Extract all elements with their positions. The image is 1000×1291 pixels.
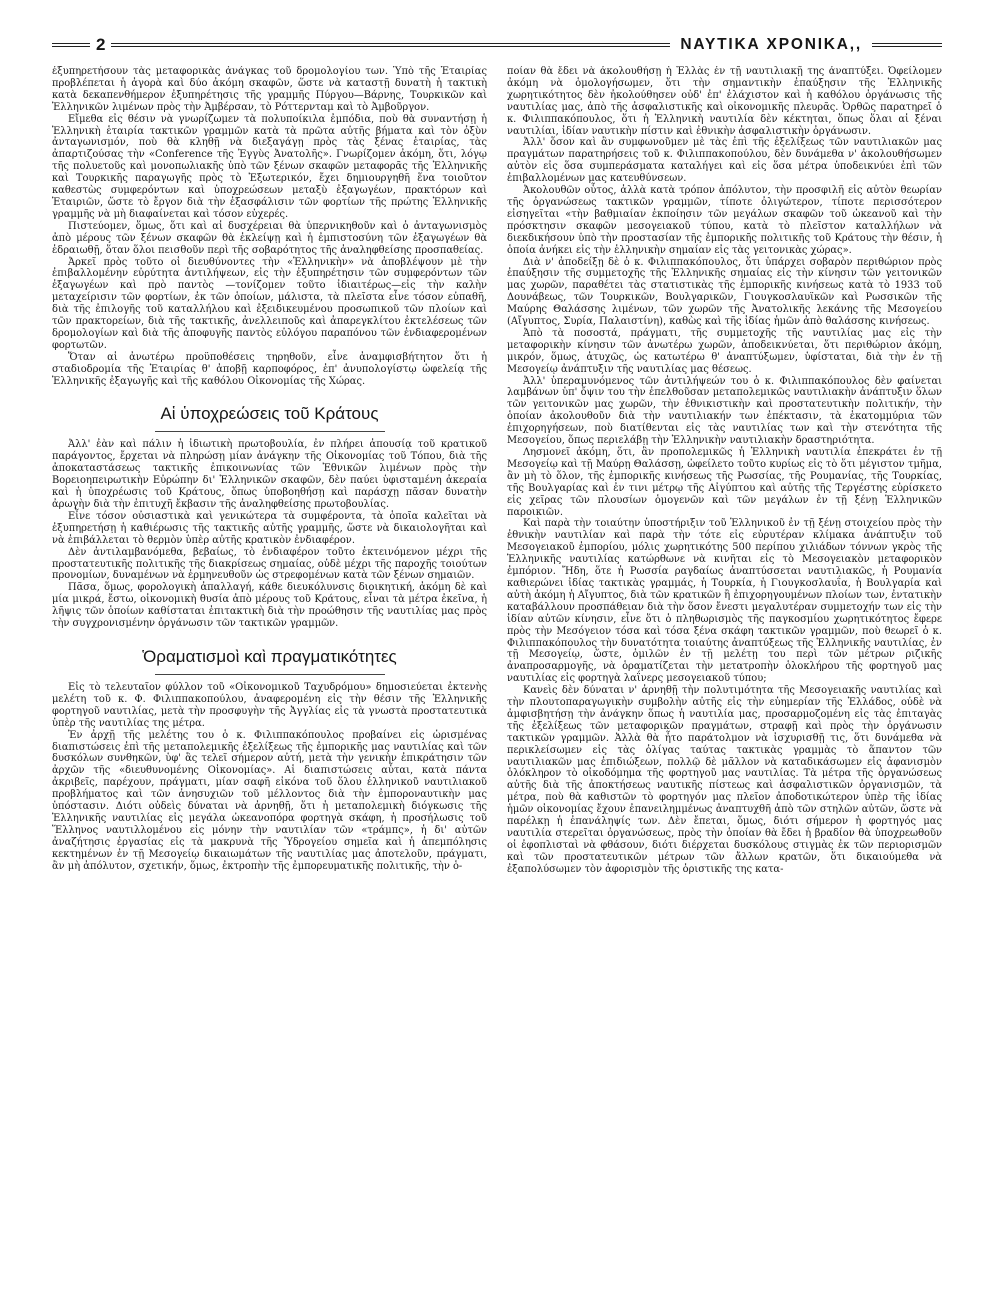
article-paragraph: Εἶνε τόσον οὐσιαστικὰ καὶ γενικώτερα τὰ συμφέροντα, τὰ ὁποῖα καλεῖται νὰ ἐξυπηρετήσῃ ἡ καθιέρωσις τῆς τακτικῆς αὐτῆς γραμμῆς, ὥστε νὰ δικαιολογῆται καὶ νὰ ἐπιβάλλεται τὸ θερμὸν ὑπὲρ αὐτῆς κρατικὸν ἐνδιαφέρον. — [52, 510, 487, 546]
page-header — [52, 34, 942, 56]
left-column — [52, 66, 487, 1281]
article-paragraph: Δὲν ἀντιλαμβανόμεθα, βεβαίως, τὸ ἐνδιαφέρον τοῦτο ἐκτεινόμενον μέχρι τῆς προστατευτικῆς πολιτικῆς τῆς διακρίσεως σημαίας, οὐδὲ μέχρι τῆς παροχῆς τοιούτων προνομίων, δυναμένων νὰ ἑρμηνευθοῦν ὡς στρεφομένων κατὰ τῶν ξένων σημαιῶν. — [52, 546, 487, 582]
article-paragraph: Λησμονεῖ ἀκόμη, ὅτι, ἂν προπολεμικῶς ἡ Ἑλληνικὴ ναυτιλία ἐπεκράτει ἐν τῇ Μεσογείῳ καὶ τῇ Μαύρῃ Θαλάσσῃ, ὠφείλετο τοῦτο κυρίως εἰς τὸ ὅτι μέγιστον τμῆμα, ἂν μὴ τὸ ὅλον, τῆς ἐμπορικῆς κινήσεως τῆς Ρωσσίας, τῆς Ρουμανίας, τῆς Τουρκίας, τῆς Βουλγαρίας καὶ ἐν τινι μέτρῳ τῆς Αἰγύπτου καὶ αὐτῆς τῆς Τεργέστης εὑρίσκετο εἰς χεῖρας τῶν πλουσίων ὁμογενῶν καὶ τῶν μεγάλων ἐν τῇ ξένῃ Ἑλληνικῶν παροικιῶν. — [507, 447, 942, 518]
header-rule-left — [52, 43, 90, 47]
section-heading-rule — [155, 431, 385, 432]
article-paragraph: Ἀρκεῖ πρὸς τοῦτο οἱ διευθύνοντες τὴν «Ἑλληνικὴν» νὰ ἀποβλέψουν μὲ τὴν ἐπιβαλλομένην εὐρύτητα ἀντιλήψεων, εἰς τὴν ἐξυπηρέτησιν τῶν συμφερόντων τῶν ἐξαγωγέων καὶ πρὸ παντὸς —τονίζομεν τοῦτο ἰδιαιτέρως—εἰς τὴν καλὴν μεταχείρισιν τῶν φορτίων, ἐκ τῶν ὁποίων, μάλιστα, τὰ πλεῖστα εἶνε τόσον εὐπαθῆ, διὰ τῆς ἐπιλογῆς τοῦ καταλλήλου καὶ ἐξειδικευμένου προσωπικοῦ τῶν πλοίων καὶ τῶν πρακτορείων, διὰ τῆς τακτικῆς, ἀνελλειποῦς καὶ ἀπαρεγκλίτου ἐκτελέσεως τῶν δρομολογίων καὶ διὰ τῆς ἀποφυγῆς παντὸς εὐλόγου παραπόνου τῶν ἐνδιαφερομένων φορτωτῶν. — [52, 256, 487, 351]
article-paragraph: Πᾶσα, ὅμως, φορολογικὴ ἀπαλλαγή, κάθε διευκόλυνσις διοικητική, ἀκόμη δὲ καὶ μία μικρά, ἔστω, οἰκονομικὴ θυσία ἀπὸ μέρους τοῦ Κράτους, εἶναι τὰ μέτρα ἐκεῖνα, ἡ λῆψις τῶν ὁποίων καθίσταται ἐπιτακτικὴ διὰ τὴν προώθησιν τῆς ναυτιλίας μας πρὸς τὴν συγχρονισμένην ὀργάνωσιν τῶν τακτικῶν γραμμῶν. — [52, 582, 487, 630]
article-columns — [52, 66, 942, 1281]
journal-title: ΝΑΥΤΙΚΑ ΧΡΟΝΙΚΑ,, — [680, 36, 862, 53]
article-paragraph: Ἐν ἀρχῇ τῆς μελέτης του ὁ κ. Φιλιππακόπουλος προβαίνει εἰς ὡρισμένας διαπιστώσεις ἐπὶ τῆς μεταπολεμικῆς ἐξελίξεως τῆς ἐμπορικῆς μας ναυτιλίας καὶ τῶν δυσκόλων συνθηκῶν, ὑφ' ἃς τελεῖ σήμερον αὐτή, μετὰ τὴν γενικὴν ἐπικράτησιν τῶν ἀρχῶν τῆς «διευθυνομένης Οἰκονομίας». Αἱ διαπιστώσεις αὗται, κατὰ πάντα ἀκριβεῖς, παρέχουν, πράγματι, μίαν σαφῆ εἰκόνα τοῦ ὅλου ἑλληνικοῦ ναυτιλιακοῦ προβλήματος καὶ τῶν ἀνησυχιῶν τοῦ μέλλοντος διὰ τὴν ἐμποροναυτικὴν μας ὑπόστασιν. Διότι οὐδεὶς δύναται νὰ ἀρνηθῇ, ὅτι ἡ μεταπολεμικὴ διόγκωσις τῆς Ἑλληνικῆς ναυτιλίας εἰς μεγάλα ὠκεανοπόρα φορτηγὰ σκάφη, ἡ προσήλωσις τοῦ Ἕλληνος ναυτιλλομένου εἰς μόνην τὴν ναυτιλίαν τῶν «τράμπς», ἡ δι' αὐτῶν ἀναζήτησις ἐργασίας εἰς τὰ μακρυνὰ τῆς Ὑδρογείου σημεῖα καὶ ἡ ἀπεμπόλησις κεκτημένων ἐν τῇ Μεσογείῳ δικαιωμάτων τῆς ναυτιλίας μας ἀποτελοῦν, πράγματι, ἂν μὴ ἀπόλυτον, σχετικήν, ὅμως, ἐκτροπὴν τῆς ἐμπορευματικῆς πολιτικῆς, τὴν ὁ- — [52, 729, 487, 872]
article-paragraph: Διὰ ν' ἀποδείξῃ δὲ ὁ κ. Φιλιππακόπουλος, ὅτι ὑπάρχει σοβαρὸν περιθώριον πρὸς ἐπαύξησιν τῆς συμμετοχῆς τῆς Ἑλληνικῆς σημαίας εἰς τὴν κίνησιν τῶν γειτονικῶν μας χωρῶν, παραθέτει τὰς στατιστικὰς τῆς ἐμπορικῆς κινήσεως κατὰ τὸ 1933 τοῦ Δουνάβεως, τῶν Τουρκικῶν, Βουλγαρικῶν, Γιουγκοσλαυϊκῶν καὶ Ρωσσικῶν τῆς Μαύρης Θαλάσσης λιμένων, τῶν χωρῶν τῆς Ἀνατολικῆς λεκάνης τῆς Μεσογείου (Αἴγυπτος, Συρία, Παλαιστίνη), καθὼς καὶ τῆς ἰδίας ἡμῶν ἀπὸ θαλάσσης κινήσεως. — [507, 256, 942, 328]
article-paragraph: Καὶ παρὰ τὴν τοιαύτην ὑποστήριξιν τοῦ Ἑλληνικοῦ ἐν τῇ ξένῃ στοιχείου πρὸς τὴν ἐθνικὴν ναυτιλίαν καὶ παρὰ τὴν τότε εἰς εὐρυτέραν κλίμακα ἀνάπτυξιν τοῦ Μεσογειακοῦ ἐμπορίου, μόλις χωρητικότης 500 περίπου χιλιάδων τόννων γκρὸς τῆς Ἑλληνικῆς ναυτιλίας κατώρθωνε νὰ κινῆται εἰς τὸ Μεσογειακὸν μεταφορικὸν ἐμπόριον. Ἤδη, ὅτε ἡ Ρωσσία ραγδαίως ἀναπτύσσεται ναυτιλιακῶς, ἡ Ρουμανία καθιερώνει ἰδίας τακτικὰς γραμμάς, ἡ Τουρκία, ἡ Γιουγκοσλαυΐα, ἡ Βουλγαρία καὶ αὐτὴ ἀκόμη ἡ Αἴγυπτος, διὰ τῶν κρατικῶν ἢ ἐπιχορηγουμένων πλοίων των, ἐντατικὴν καταβάλλουν προσπάθειαν διὰ τὴν ὅσον ἔνεστι μεγαλυτέραν συμμετοχήν των εἰς τὴν ἰδίαν αὐτῶν κίνησιν, εἶνε ὅτι ὁ πληθωρισμὸς τῆς παγκοσμίου χωρητικότητος ἔφερε πρὸς τὴν Μεσόγειον τόσα καὶ τόσα ξένα σκάφη τακτικῶν γραμμῶν, ποὺ θεωρεῖ ὁ κ. Φιλιππακόπουλος τὴν δυνατότητα τοιαύτης ἀναπτύξεως τῆς Ἑλληνικῆς ναυτιλίας, ἐν τῇ Μεσογείῳ, ὥστε, ὁμιλῶν ἐν τῇ μελέτῃ του περὶ τῶν μέτρων ριζικῆς ἀναπροσαρμογῆς, νὰ ὁραματίζεται τὴν μετατροπὴν ὁλοκλήρου τῆς φορτηγοῦ μας ναυτιλίας εἰς φορτηγὰ λαΐνερς μεσογειακοῦ τύπου; — [507, 518, 942, 685]
article-paragraph: Εἰς τὸ τελευταῖον φύλλον τοῦ «Οἰκονομικοῦ Ταχυδρόμου» δημοσιεύεται ἐκτενὴς μελέτη τοῦ κ. Φ. Φιλιππακοπούλου, ἀναφερομένη εἰς τὴν θέσιν τῆς Ἑλληνικῆς φορτηγοῦ ναυτιλίας, μετὰ τὴν προσφυγὴν τῆς Ἀγγλίας εἰς τὰ γνωστὰ προστατευτικὰ ὑπὲρ τῆς ναυτιλίας της μέτρα. — [52, 681, 487, 729]
article-paragraph: Ἀκολουθῶν οὗτος, ἀλλὰ κατὰ τρόπον ἀπόλυτον, τὴν προσφιλῆ εἰς αὐτὸν θεωρίαν τῆς ὀργανώσεως τακτικῶν γραμμῶν, τίποτε ὀλιγώτερον, τίποτε περισσότερον εἰσηγεῖται «τὴν βαθμιαίαν ἐκποίησιν τῶν μεγάλων σκαφῶν τοῦ ὠκεανοῦ καὶ τὴν πρόσκτησιν σκαφῶν μεσογειακοῦ τύπου, κατὰ τὸ πλεῖστον καταλλήλων νὰ διεκδικήσουν ὑπὸ τὴν προστασίαν τῆς ἐμπορικῆς πολιτικῆς τοῦ Κράτους τὴν θέσιν, ἡ ὁποία ἀνήκει εἰς τὴν ἑλληνικὴν σημαίαν εἰς τὰς γειτονικὰς χώρας». — [507, 185, 942, 256]
section-heading-visions-realities: Ὁραματισμοὶ καὶ πραγματικότητες — [142, 646, 397, 666]
right-column — [507, 66, 942, 1281]
section-heading-state-obligations: Αἱ ὑποχρεώσεις τοῦ Κράτους — [160, 404, 379, 424]
article-paragraph: ποίαν θὰ ἔδει νὰ ἀκολουθήσῃ ἡ Ἑλλὰς ἐν τῇ ναυτιλιακῇ της ἀναπτύξει. Ὀφείλομεν ἀκόμη νὰ ὁμολογήσωμεν, ὅτι τὴν σημαντικὴν ἐπαύξησιν τῆς Ἑλληνικῆς χωρητικότητος δὲν ἠκολούθησεν οὐδ' ἐπ' ἐλάχιστον καὶ ἡ καθόλου ὀργάνωσις τῆς ναυτιλίας μας, ἀπὸ τῆς ἀσφαλιστικῆς καὶ οἰκονομικῆς πλευρᾶς. Ὀρθῶς παρατηρεῖ ὁ κ. Φιλιππακόπουλος, ὅτι ἡ Ἑλληνικὴ ναυτιλία δὲν κέκτηται, ὅπως ὅλαι αἱ ξέναι ναυτιλίαι, ἰδίαν ναυτικὴν πίστιν καὶ ἐθνικὴν ἀσφαλιστικὴν ὀργάνωσιν. — [507, 66, 942, 137]
article-paragraph: Ὅταν αἱ ἀνωτέρω προϋποθέσεις τηρηθοῦν, εἶνε ἀναμφισβήτητον ὅτι ἡ σταδιοδρομία τῆς Ἑταιρίας θ' ἀποβῇ καρποφόρος, ἐπ' ἀνυπολογίστῳ ὠφελείᾳ τῆς Ἑλληνικῆς ἐξαγωγῆς καὶ τῆς καθόλου Οἰκονομίας τῆς Χώρας. — [52, 351, 487, 387]
article-paragraph: Πιστεύομεν, ὅμως, ὅτι καὶ αἱ δυσχέρειαι θὰ ὑπερνικηθοῦν καὶ ὁ ἀνταγωνισμὸς ἀπὸ μέρους τῶν ξένων σκαφῶν θὰ ἐκλείψῃ καὶ ἡ ἐμπιστοσύνη τῶν ἐξαγωγέων θὰ ἑδραιωθῇ, ὅταν ὅλοι πεισθοῦν περὶ τῆς σοβαρότητος τῆς ἀναληφθείσης προσπαθείας. — [52, 220, 487, 256]
article-paragraph: Ἀλλ' ὑπεραμυνόμενος τῶν ἀντιλήψεών του ὁ κ. Φιλιππακόπουλος δὲν φαίνεται λαμβάνων ὑπ' ὄψιν του τὴν ἐπελθοῦσαν μεταπολεμικῶς ναυτιλιακὴν ἀνάπτυξιν ὅλων τῶν γειτονικῶν μας χωρῶν, τὴν ἐθνικιστικὴν καὶ προστατευτικὴν πολιτικήν, τὴν ὁποίαν ἀκολουθοῦν διὰ τὴν ναυτιλιακήν των ἐπέκτασιν, τὰ ἑκατομμύρια τῶν ἐπιχορηγήσεων, ποὺ διατίθενται εἰς τὰς ναυτιλίας των καὶ τὴν στενότητα τῆς Μεσογείου, ὅπως περιελάβῃ τὴν Ἑλληνικὴν ναυτιλιακὴν δραστηριότητα. — [507, 375, 942, 447]
page-number: 2 — [96, 35, 106, 54]
article-paragraph: ἐξυπηρετήσουν τὰς μεταφορικὰς ἀνάγκας τοῦ δρομολογίου των. Ὑπὸ τῆς Ἑταιρίας προβλέπεται ἡ ἀγορὰ καὶ δύο ἀκόμη σκαφῶν, ὥστε νὰ καταστῇ δυνατὴ ἡ τακτικὴ κατὰ δεκαπενθήμερον ἐξυπηρέτησις τῆς γραμμῆς Πύργου—Βάρνης, Τουρκικῶν καὶ Ἑλληνικῶν λιμένων πρὸς τὴν Ἀμβέρσαν, τὸ Ρόττερνταμ καὶ τὸ Ἀμβοῦργον. — [52, 66, 487, 113]
section-heading-rule — [155, 674, 385, 675]
header-rule-right — [872, 43, 942, 47]
article-paragraph: Κανεὶς δὲν δύναται ν' ἀρνηθῇ τὴν πολυτιμότητα τῆς Μεσογειακῆς ναυτιλίας καὶ τὴν πλουτοπαραγωγικὴν συμβολὴν αὐτῆς εἰς τὴν εὐημερίαν τῆς Ἑλλάδος, οὐδὲ νὰ ἀμφισβητήσῃ τὴν ἀνάγκην ὅπως ἡ ναυτιλία μας, προσαρμοζομένη εἰς τὰς ἐπιταγὰς τῆς ἐξελίξεως τῶν μεταφορικῶν πραγμάτων, στραφῇ καὶ πρὸς τὴν ὀργάνωσιν τακτικῶν γραμμῶν. Ἀλλὰ θὰ ἦτο παράτολμον νὰ ἰσχυρισθῇ τις, ὅτι δυνάμεθα νὰ περικλείσωμεν εἰς τὰς ὀλίγας ταύτας τακτικὰς γραμμὰς τὸ ἅπαντον τῶν ναυτιλιακῶν μας ἐπιδιώξεων, πολλῷ δὲ μᾶλλον νὰ καταδικάσωμεν εἰς ἀφανισμὸν ὁλόκληρον τὸ οἰκοδόμημα τῆς φορτηγοῦ μας ναυτιλίας. Τὰ μέτρα τῆς ὀργανώσεως αὐτῆς διὰ τῆς ἀποκτήσεως ναυτικῆς πίστεως καὶ ἀσφαλιστικῶν ὀργανισμῶν, τὰ μέτρα, ποὺ θὰ καθιστῶν τὸ φορτηγόν μας πλεῖον ἀποδοτικώτερον ὑπὲρ τῆς ἰδίας ἡμῶν οἰκονομίας ἔχουν ἐπανειλημμένως ἀναπτυχθῆ ἀπὸ τῶν στηλῶν αὐτῶν, ὥστε νὰ παρέλκῃ ἡ ἐπανάληψίς των. Δὲν ἔπεται, ὅμως, διότι σήμερον ἡ φορτηγός μας ναυτιλία στερεῖται ὀργανώσεως, πρὸς τὴν ὁποίαν θὰ ἔδει ἡ βραδίον θὰ ὑποχρεωθοῦν οἱ ἐφοπλισταὶ νὰ φθάσουν, διότι διέρχεται δυσκόλους στιγμὰς ἐκ τῶν περιορισμῶν καὶ τῶν προστατευτικῶν μέτρων τῶν ἄλλων κρατῶν, ὅτι δικαιούμεθα νὰ ἐξαπολύσωμεν τὸν ἀφορισμὸν τῆς ὁριστικῆς της κατα- — [507, 685, 942, 875]
article-paragraph: Εἴμεθα εἰς θέσιν νὰ γνωρίζωμεν τὰ πολυποίκιλα ἐμπόδια, ποὺ θὰ συναντήσῃ ἡ Ἑλληνικὴ ἑταιρία τακτικῶν γραμμῶν κατὰ τὰ πρῶτα αὐτῆς βήματα καὶ τὸν ὀξὺν ἀνταγωνισμόν, ποὺ θὰ κληθῇ νὰ διεξαγάγῃ πρὸς τὰς ξένας ἑταιρίας, τὰς ἀπαρτιζούσας τὴν «Conference τῆς Ἐγγὺς Ἀνατολῆς». Γνωρίζομεν ἀκόμη, ὅτι, λόγῳ τῆς πολυετοῦς καὶ μονοπωλιακῆς ὑπὸ τῶν ξένων σκαφῶν μεταφορᾶς τῆς Ἑλληνικῆς καὶ Τουρκικῆς παραγωγῆς πρὸς τὸ Ἐξωτερικόν, ἔχει δημιουργηθῆ ἕνα τοιοῦτον καθεστὼς συμφερόντων καὶ ὑποχρεώσεων μεταξὺ ἐξαγωγέων, πρακτόρων καὶ Ἑταιριῶν, ὥστε τὸ ἔργον διὰ τὴν ἐξασφάλισιν τῶν φορτίων τῆς πρώτης Ἑλληνικῆς γραμμῆς νὰ μὴ διαφαίνεται καὶ τόσον εὐχερές. — [52, 113, 487, 220]
article-paragraph: Ἀλλ' ὅσον καὶ ἂν συμφωνοῦμεν μὲ τὰς ἐπὶ τῆς ἐξελίξεως τῶν ναυτιλιακῶν μας πραγμάτων παρατηρήσεις τοῦ κ. Φιλιππακοπούλου, δὲν δυνάμεθα ν' ἀκολουθήσωμεν αὐτὸν εἰς ὅσα συμπεράσματα καταλήγει καὶ εἰς ὅσα μέτρα ὑποδεικνύει ἐπὶ τῶν ἐπιβαλλομένων μας κατευθύνσεων. — [507, 137, 942, 185]
header-rule-middle — [111, 43, 670, 47]
article-paragraph: Ἀπὸ τὰ ποσοστά, πράγματι, τῆς συμμετοχῆς τῆς ναυτιλίας μας εἰς τὴν μεταφορικὴν κίνησιν τῶν ἀνωτέρω χωρῶν, ἀποδεικνύεται, ὅτι περιθώριον ἀκόμη, μικρόν, ὅμως, ἀτυχῶς, ὡς κατωτέρω θ' ἀναπτύξωμεν, ὑφίσταται, διὰ τὴν ἐν τῇ Μεσογείῳ ἀνάπτυξιν τῆς ναυτιλίας μας θέσεως. — [507, 327, 942, 375]
article-paragraph: Ἀλλ' ἐὰν καὶ πάλιν ἡ ἰδιωτικὴ πρωτοβουλία, ἐν πλήρει ἀπουσίᾳ τοῦ κρατικοῦ παράγοντος, ἔρχεται νὰ πληρώσῃ μίαν ἀνάγκην τῆς Οἰκονομίας τοῦ Τόπου, διὰ τῆς ἀποκαταστάσεως τακτικῆς ἐπικοινωνίας τῶν Ἐθνικῶν λιμένων πρὸς τὴν Βορειοηπειρωτικὴν Εὐρώπην δι' Ἑλληνικῶν σκαφῶν, δὲν παύει ὑφισταμένη ἀκεραία καὶ ἡ ὑποχρέωσις τοῦ Κράτους, ὅπως ὑποβοηθήσῃ καὶ παράσχῃ πᾶσαν δυνατὴν ἀρωγὴν διὰ τὴν ἐπιτυχῆ ἔκβασιν τῆς ἀναληφθείσης πρωτοβουλίας. — [52, 439, 487, 510]
